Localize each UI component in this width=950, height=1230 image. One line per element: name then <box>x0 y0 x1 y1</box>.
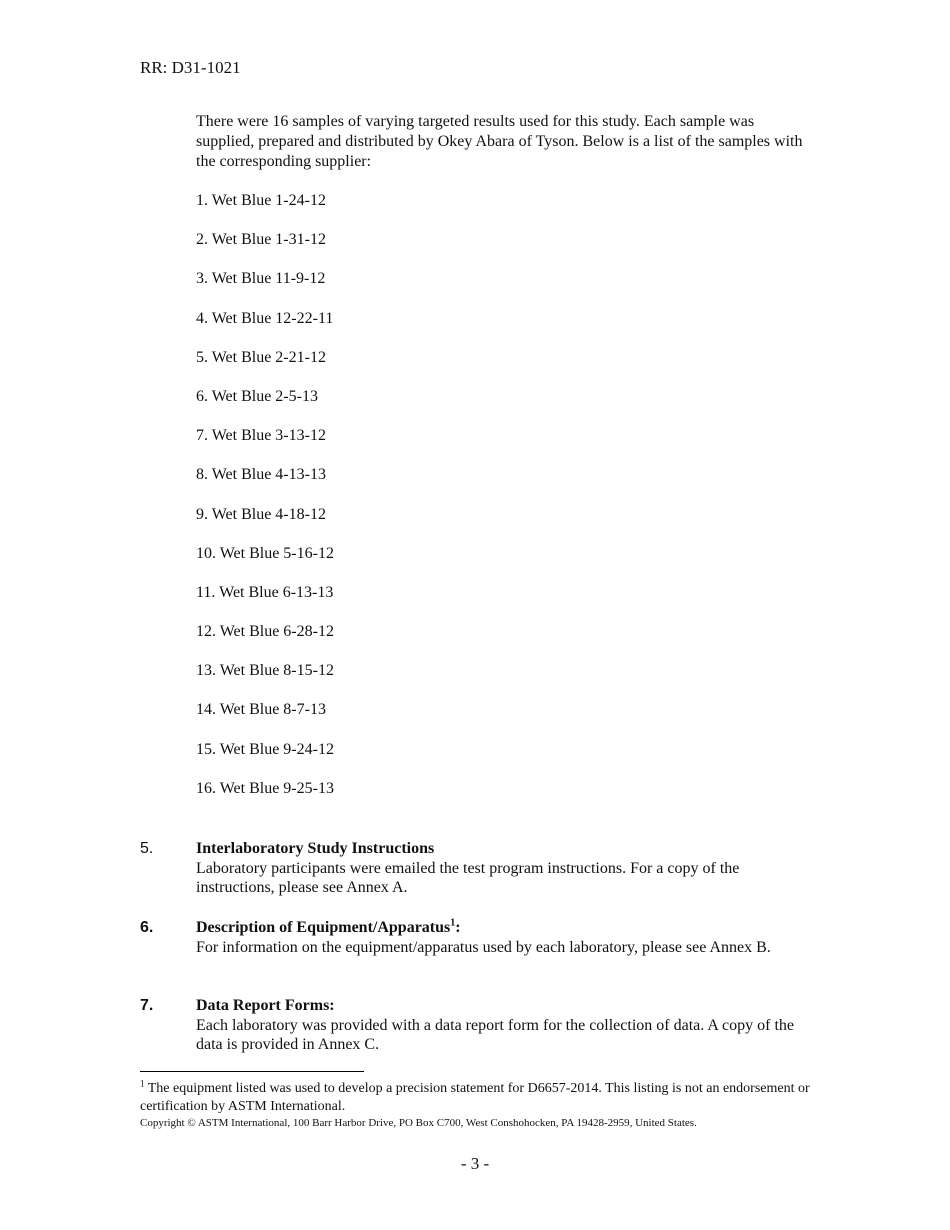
section-body: Laboratory participants were emailed the test program instructions. For a copy of the instructions, please see Annex A. <box>196 859 740 896</box>
section-body: Each laboratory was provided with a data report form for the collection of data. A copy of the data is provided in Annex C. <box>196 1016 795 1053</box>
list-item: 6. Wet Blue 2-5-13 <box>196 387 318 405</box>
intro-paragraph: There were 16 samples of varying targeted results used for this study. Each sample was supplied, prepared and distributed by Okey Abara of Tyson. Below is a list of the samples with the corresponding supplier: <box>196 113 803 170</box>
list-item: 14. Wet Blue 8-7-13 <box>196 701 326 719</box>
list-item: 11. Wet Blue 6-13-13 <box>196 583 334 601</box>
section-number: 5. <box>140 840 154 857</box>
section-number: 7. <box>140 997 154 1014</box>
list-item: 8. Wet Blue 4-13-13 <box>196 466 326 484</box>
section-number: 6. <box>140 919 154 936</box>
footnote-divider <box>140 1071 364 1072</box>
section-body: For information on the equipment/apparatus used by each laboratory, please see Annex B. <box>196 938 771 956</box>
list-item: 12. Wet Blue 6-28-12 <box>196 623 334 641</box>
section-5 <box>140 839 820 898</box>
sample-list <box>196 191 334 818</box>
section-6 <box>140 918 820 957</box>
list-item: 10. Wet Blue 5-16-12 <box>196 544 334 562</box>
footnote-mark: 1 <box>140 1078 145 1089</box>
page-number: - 3 - <box>460 1154 490 1173</box>
section-title <box>196 918 820 938</box>
footnote <box>140 1080 820 1116</box>
list-item: 1. Wet Blue 1-24-12 <box>196 192 326 209</box>
report-reference: RR: D31-1021 <box>140 58 241 77</box>
list-item: 7. Wet Blue 3-13-12 <box>196 427 326 445</box>
copyright-notice: Copyright © ASTM International, 100 Barr Harbor Drive, PO Box C700, West Conshohocken, PA 19428-2959, United States. <box>140 1117 697 1129</box>
footnote-text: The equipment listed was used to develop a precision statement for D6657-2014. This listing is not an endorsement or certification by ASTM International. <box>140 1081 810 1114</box>
footnote-reference: 1 <box>450 917 456 929</box>
list-item: 4. Wet Blue 12-22-11 <box>196 309 334 327</box>
section-title-suffix: : <box>455 919 461 936</box>
list-item: 2. Wet Blue 1-31-12 <box>196 231 326 249</box>
list-item: 5. Wet Blue 2-21-12 <box>196 348 326 366</box>
list-item: 16. Wet Blue 9-25-13 <box>196 779 334 797</box>
list-item: 13. Wet Blue 8-15-12 <box>196 662 334 680</box>
list-item: 9. Wet Blue 4-18-12 <box>196 505 326 523</box>
list-item: 3. Wet Blue 11-9-12 <box>196 270 326 288</box>
list-item: 15. Wet Blue 9-24-12 <box>196 740 334 758</box>
section-title-text: Description of Equipment/Apparatus <box>196 919 451 936</box>
section-title: Interlaboratory Study Instructions <box>196 840 435 857</box>
section-title: Data Report Forms: <box>196 997 335 1014</box>
section-7 <box>140 996 820 1055</box>
